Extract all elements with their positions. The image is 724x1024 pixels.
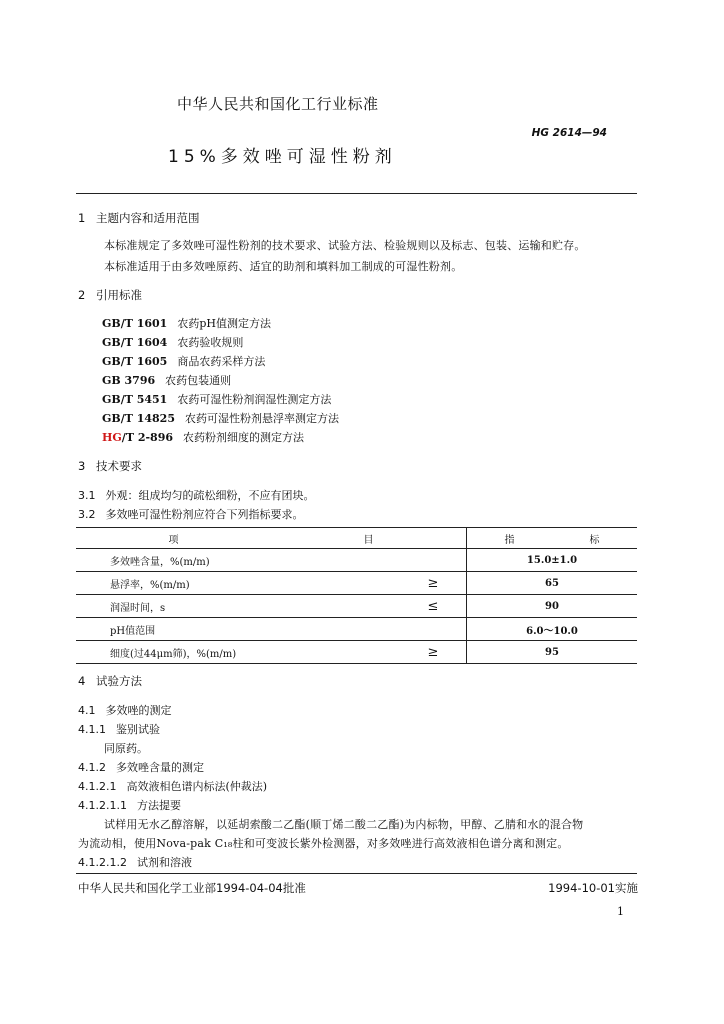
section-2-heading [78, 287, 142, 303]
spec-table [76, 527, 637, 664]
section-title: 引用标准 [96, 288, 142, 302]
reference-item: HG/T 2-896 农药粉剂细度的测定方法 [102, 431, 305, 444]
reference-item: GB/T 1604 农药验收规则 [102, 336, 244, 349]
header-divider [76, 193, 637, 194]
reference-item: GB/T 5451 农药可湿性粉剂润湿性测定方法 [102, 393, 332, 406]
reference-item: GB 3796 农药包装通则 [102, 374, 232, 387]
clause: 4.1.2 多效唑含量的测定 [78, 761, 204, 774]
table-row: 细度(过44μm筛)，%(m/m) ≥ 95 [76, 641, 637, 664]
table-row: 润湿时间，s ≤ 90 [76, 595, 637, 618]
section-number: 4 [78, 674, 86, 688]
section-title: 主题内容和适用范围 [96, 211, 200, 225]
paragraph: 为流动相，使用Nova-pak C₁₈柱和可变波长紫外检测器，对多效唑进行高效液相色谱分离和测定。 [78, 837, 569, 850]
clause: 3.1 外观：组成均匀的疏松细粉，不应有团块。 [78, 489, 315, 502]
section-title: 技术要求 [96, 459, 142, 473]
standard-code: HG 2614—94 [531, 127, 607, 139]
clause: 4.1.2.1 高效液相色谱内标法(仲裁法) [78, 780, 268, 793]
clause: 4.1.2.1.2 试剂和溶液 [78, 856, 192, 869]
clause: 3.2 多效唑可湿性粉剂应符合下列指标要求。 [78, 508, 304, 521]
standard-org: 中华人民共和国化工行业标准 [177, 95, 379, 113]
reference-item: GB/T 1605 商品农药采样方法 [102, 355, 266, 368]
clause: 4.1.1 鉴别试验 [78, 723, 160, 736]
section-4-heading [78, 673, 142, 689]
paragraph: 试样用无水乙醇溶解，以延胡索酸二乙酯(顺丁烯二酸二乙酯)为内标物，甲醇、乙腈和水的混合物 [104, 818, 584, 831]
table-row: 悬浮率，%(m/m) ≥ 65 [76, 572, 637, 595]
clause-text: 同原药。 [104, 742, 148, 755]
table-row: 多效唑含量，%(m/m) 15.0±1.0 [76, 549, 637, 572]
section-title: 试验方法 [96, 674, 142, 688]
section-number: 1 [78, 211, 86, 225]
page-number: 1 [617, 905, 624, 918]
section-1-heading [78, 210, 200, 226]
clause: 4.1.2.1.1 方法提要 [78, 799, 181, 812]
section-number: 3 [78, 459, 86, 473]
effective-date: 1994-10-01实施 [548, 881, 638, 895]
reference-item: GB/T 1601 农药pH值测定方法 [102, 317, 271, 330]
section-3-heading [78, 458, 142, 474]
paragraph: 本标准适用于由多效唑原药、适宜的助剂和填料加工制成的可湿性粉剂。 [104, 260, 463, 273]
page-title: 15%多效唑可湿性粉剂 [168, 147, 397, 167]
paragraph: 本标准规定了多效唑可湿性粉剂的技术要求、试验方法、检验规则以及标志、包装、运输和贮存。 [104, 239, 586, 252]
section-number: 2 [78, 288, 86, 302]
table-row: pH值范围 6.0～10.0 [76, 618, 637, 641]
reference-item: GB/T 14825 农药可湿性粉剂悬浮率测定方法 [102, 412, 339, 425]
footer-divider [76, 873, 637, 874]
table-header-row: 项 目 指 标 [76, 528, 637, 549]
clause: 4.1 多效唑的测定 [78, 704, 172, 717]
approval-note: 中华人民共和国化学工业部1994-04-04批准 [78, 881, 306, 895]
